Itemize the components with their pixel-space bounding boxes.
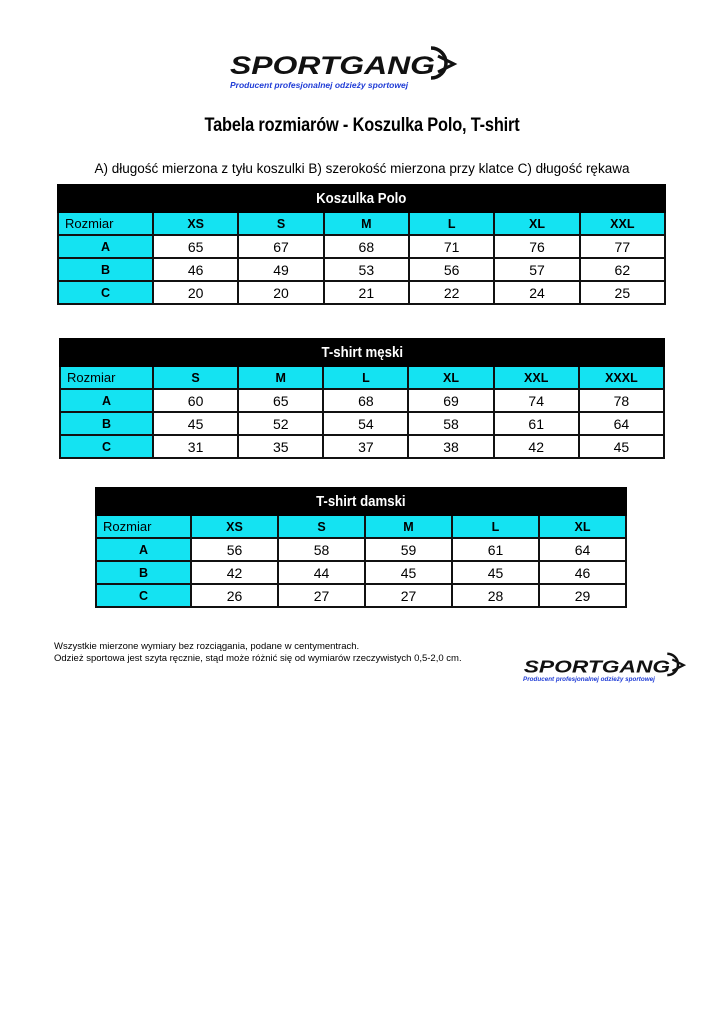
table-title bbox=[58, 185, 665, 212]
table-cell: 27 bbox=[278, 584, 365, 607]
table-cell: 20 bbox=[238, 281, 323, 304]
table-cell: 54 bbox=[323, 412, 408, 435]
table-cell: 76 bbox=[494, 235, 579, 258]
table-cell: 65 bbox=[238, 389, 323, 412]
row-label: C bbox=[60, 435, 153, 458]
table-row bbox=[96, 561, 626, 584]
table-cell: 64 bbox=[579, 412, 664, 435]
table-cell: 45 bbox=[579, 435, 664, 458]
table-row bbox=[58, 258, 665, 281]
table-cell: 21 bbox=[324, 281, 409, 304]
size-header: XS bbox=[153, 212, 238, 235]
footnote bbox=[54, 641, 462, 665]
table-cell: 67 bbox=[238, 235, 323, 258]
footnote-line: Wszystkie mierzone wymiary bez rozciągania, podane w centymentrach. bbox=[54, 641, 360, 652]
table-title-text: T-shirt męski bbox=[321, 344, 403, 361]
size-label-cell: Rozmiar bbox=[60, 366, 153, 389]
table-row bbox=[96, 538, 626, 561]
table-cell: 65 bbox=[153, 235, 238, 258]
table-row bbox=[58, 235, 665, 258]
footnote-line: Odzież sportowa jest szyta ręcznie, stąd może różnić się od wymiarów rzeczywistych 0,5-2,0 cm. bbox=[54, 653, 462, 664]
sportgang-logo-icon bbox=[228, 40, 468, 82]
brand-logo-top bbox=[228, 40, 468, 90]
logo-tagline: Producent profesjonalnej odzieży sportowej bbox=[230, 80, 409, 90]
row-label: A bbox=[96, 538, 191, 561]
row-label: A bbox=[60, 389, 153, 412]
table-cell: 68 bbox=[323, 389, 408, 412]
table-cell: 45 bbox=[452, 561, 539, 584]
table-cell: 42 bbox=[191, 561, 278, 584]
size-header: XL bbox=[494, 212, 579, 235]
table-cell: 37 bbox=[323, 435, 408, 458]
table-cell: 77 bbox=[580, 235, 665, 258]
table-caption-row bbox=[58, 185, 665, 212]
table-title bbox=[60, 339, 664, 366]
table-cell: 45 bbox=[365, 561, 452, 584]
table-cell: 24 bbox=[494, 281, 579, 304]
table-cell: 56 bbox=[191, 538, 278, 561]
row-label: B bbox=[60, 412, 153, 435]
table-cell: 45 bbox=[153, 412, 238, 435]
table-cell: 78 bbox=[579, 389, 664, 412]
table-header-row bbox=[60, 366, 664, 389]
size-header: L bbox=[323, 366, 408, 389]
table-cell: 49 bbox=[238, 258, 323, 281]
size-table-polo bbox=[57, 184, 666, 305]
size-header: M bbox=[238, 366, 323, 389]
row-label: C bbox=[96, 584, 191, 607]
table-title-text: T-shirt damski bbox=[316, 493, 406, 510]
table-cell: 46 bbox=[539, 561, 626, 584]
measurement-legend: A) długość mierzona z tyłu koszulki B) szerokość mierzona przy klatce C) długość rękawa bbox=[94, 161, 630, 176]
table-cell: 74 bbox=[494, 389, 579, 412]
size-header: S bbox=[153, 366, 238, 389]
size-header: L bbox=[452, 515, 539, 538]
table-row bbox=[60, 389, 664, 412]
size-table-tshirt-womens bbox=[95, 487, 627, 608]
table-header-row bbox=[96, 515, 626, 538]
table-cell: 64 bbox=[539, 538, 626, 561]
sportgang-logo-icon bbox=[522, 648, 694, 678]
table-cell: 22 bbox=[409, 281, 494, 304]
table-cell: 25 bbox=[580, 281, 665, 304]
table-cell: 57 bbox=[494, 258, 579, 281]
size-label-cell: Rozmiar bbox=[96, 515, 191, 538]
table-cell: 60 bbox=[153, 389, 238, 412]
table-cell: 71 bbox=[409, 235, 494, 258]
size-header: XXXL bbox=[579, 366, 664, 389]
table-cell: 46 bbox=[153, 258, 238, 281]
brand-logo-bottom bbox=[522, 648, 694, 683]
table-cell: 62 bbox=[580, 258, 665, 281]
row-label: A bbox=[58, 235, 153, 258]
logo-wordmark: SPORTGANG bbox=[230, 52, 435, 80]
table-header-row bbox=[58, 212, 665, 235]
table-caption-row bbox=[60, 339, 664, 366]
table-cell: 44 bbox=[278, 561, 365, 584]
table-cell: 68 bbox=[324, 235, 409, 258]
size-header: XS bbox=[191, 515, 278, 538]
table-cell: 31 bbox=[153, 435, 238, 458]
page-title: Tabela rozmiarów - Koszulka Polo, T-shirt bbox=[204, 115, 520, 136]
table-caption-row bbox=[96, 488, 626, 515]
table-cell: 58 bbox=[278, 538, 365, 561]
table-cell: 61 bbox=[452, 538, 539, 561]
size-header: S bbox=[278, 515, 365, 538]
size-table-tshirt-mens bbox=[59, 338, 665, 459]
size-header: M bbox=[324, 212, 409, 235]
table-cell: 59 bbox=[365, 538, 452, 561]
table-cell: 58 bbox=[408, 412, 493, 435]
size-header: XXL bbox=[494, 366, 579, 389]
table-cell: 42 bbox=[494, 435, 579, 458]
table-cell: 27 bbox=[365, 584, 452, 607]
size-header: XL bbox=[539, 515, 626, 538]
table-cell: 53 bbox=[324, 258, 409, 281]
size-header: M bbox=[365, 515, 452, 538]
row-label: C bbox=[58, 281, 153, 304]
logo-tagline: Producent profesjonalnej odzieży sportowej bbox=[523, 676, 655, 683]
table-title-text: Koszulka Polo bbox=[316, 190, 407, 207]
table-cell: 28 bbox=[452, 584, 539, 607]
table-cell: 61 bbox=[494, 412, 579, 435]
logo-wordmark: SPORTGANG bbox=[523, 656, 671, 677]
table-cell: 38 bbox=[408, 435, 493, 458]
table-cell: 56 bbox=[409, 258, 494, 281]
size-label-cell: Rozmiar bbox=[58, 212, 153, 235]
size-header: S bbox=[238, 212, 323, 235]
size-header: L bbox=[409, 212, 494, 235]
table-row bbox=[60, 412, 664, 435]
table-cell: 20 bbox=[153, 281, 238, 304]
table-row bbox=[96, 584, 626, 607]
table-cell: 69 bbox=[408, 389, 493, 412]
table-row bbox=[58, 281, 665, 304]
table-row bbox=[60, 435, 664, 458]
row-label: B bbox=[58, 258, 153, 281]
table-cell: 29 bbox=[539, 584, 626, 607]
size-header: XXL bbox=[580, 212, 665, 235]
row-label: B bbox=[96, 561, 191, 584]
table-title bbox=[96, 488, 626, 515]
size-header: XL bbox=[408, 366, 493, 389]
table-cell: 35 bbox=[238, 435, 323, 458]
table-cell: 26 bbox=[191, 584, 278, 607]
table-cell: 52 bbox=[238, 412, 323, 435]
